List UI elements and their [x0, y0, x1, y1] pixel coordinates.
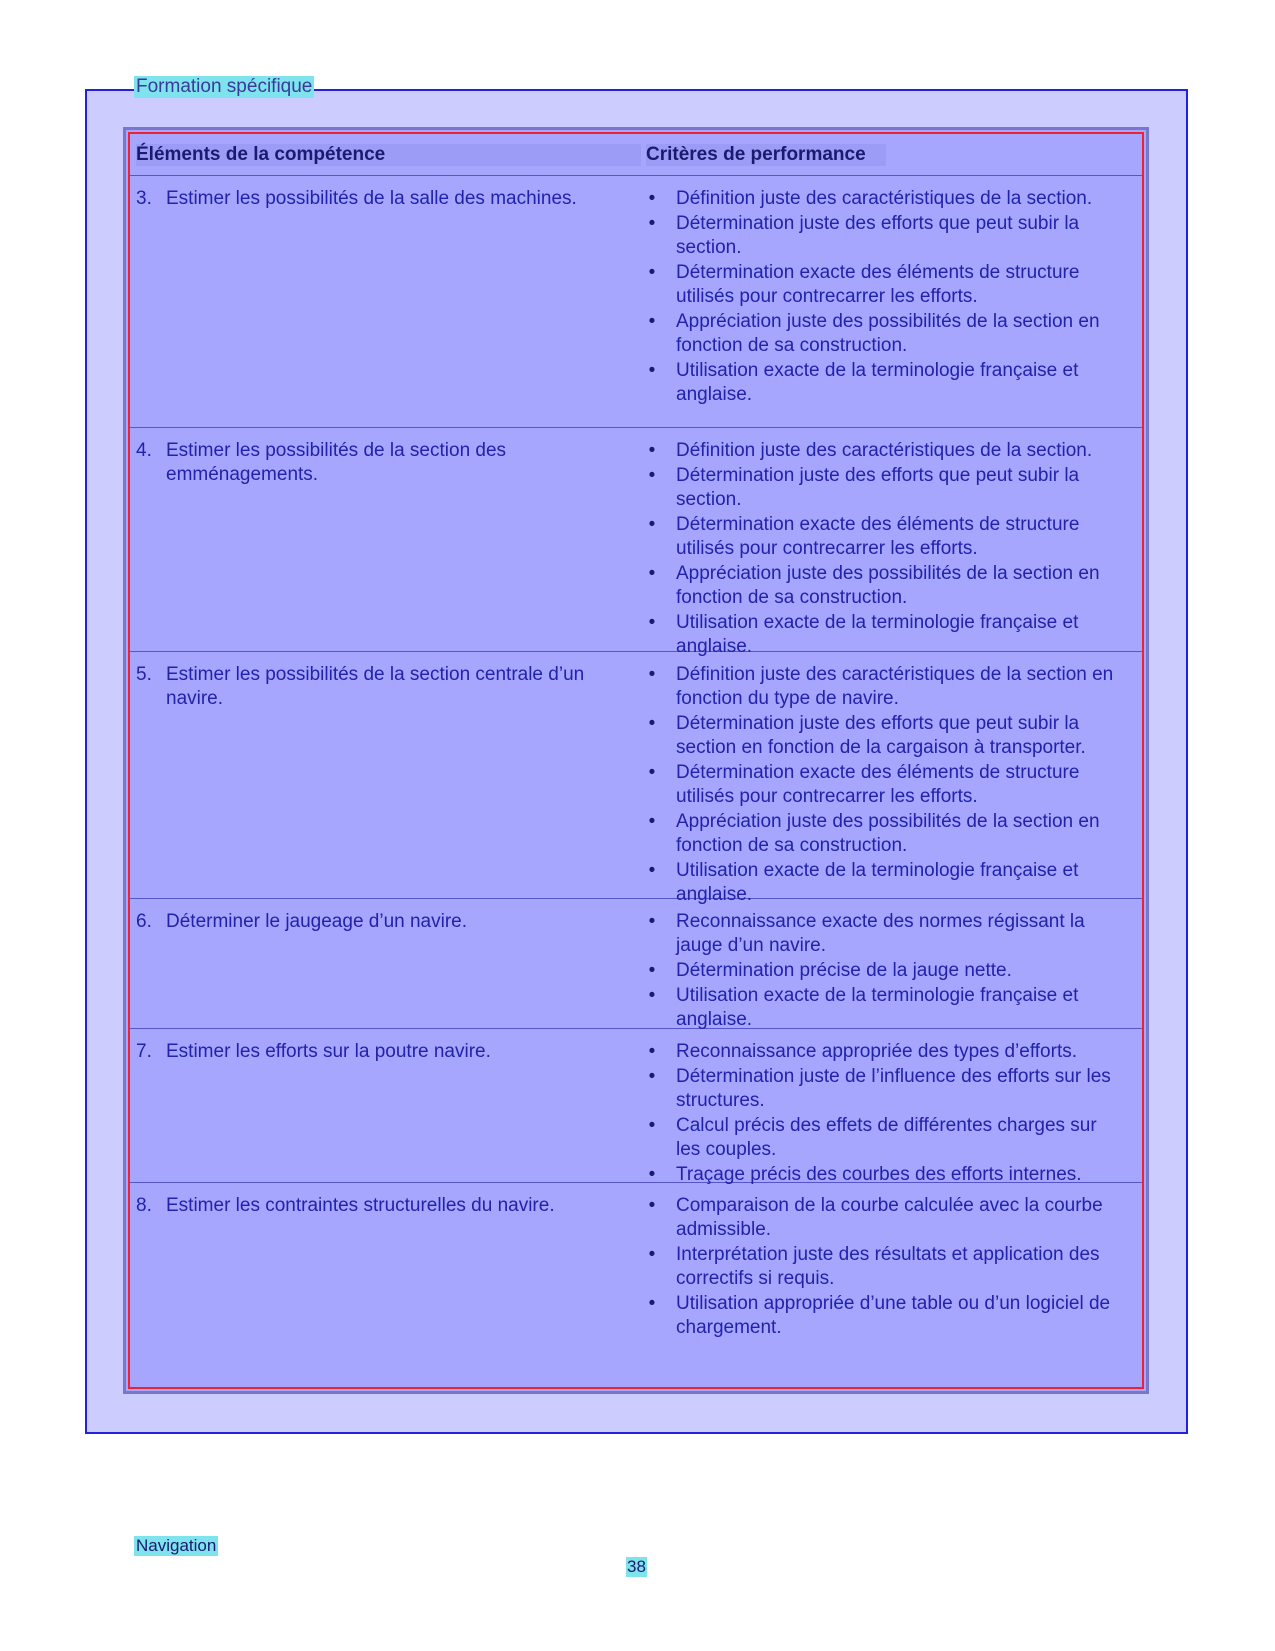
- criterion-text: Utilisation exacte de la terminologie française et anglaise.: [676, 860, 1079, 905]
- list-item: [646, 910, 1124, 958]
- list-item: [646, 1292, 1124, 1340]
- criterion-text: Appréciation juste des possibilités de la section en fonction de sa construction.: [676, 811, 1100, 856]
- criterion-text: Définition juste des caractéristiques de la section.: [676, 188, 1093, 209]
- criterion-text: Détermination précise de la jauge nette.: [676, 960, 1012, 981]
- bullet-icon: •: [648, 213, 656, 234]
- criterion-text: Interprétation juste des résultats et application des correctifs si requis.: [676, 1244, 1100, 1289]
- criterion-text: Reconnaissance appropriée des types d’efforts.: [676, 1041, 1078, 1062]
- list-item: [646, 310, 1124, 358]
- criterion-text: Appréciation juste des possibilités de la section en fonction de sa construction.: [676, 311, 1100, 356]
- bullet-icon: •: [648, 1041, 656, 1062]
- table-row: [130, 427, 1142, 657]
- bullet-icon: •: [648, 1164, 656, 1185]
- table-row: [130, 1182, 1142, 1390]
- list-item: [646, 810, 1124, 858]
- list-item: [646, 1040, 1124, 1064]
- criterion-text: Utilisation exacte de la terminologie française et anglaise.: [676, 612, 1079, 657]
- element-cell: [136, 1040, 646, 1064]
- element-number: 8.: [136, 1195, 152, 1216]
- criteria-cell: [646, 1194, 1124, 1341]
- criteria-cell: [646, 439, 1124, 660]
- criterion-text: Détermination exacte des éléments de structure utilisés pour contrecarrer les efforts.: [676, 762, 1080, 807]
- list-item: [646, 712, 1124, 760]
- list-item: [646, 1065, 1124, 1113]
- element-text: Déterminer le jaugeage d’un navire.: [166, 911, 468, 932]
- criteria-cell: [646, 187, 1124, 408]
- bullet-icon: •: [648, 985, 656, 1006]
- element-text: Estimer les efforts sur la poutre navire.: [166, 1041, 491, 1062]
- criterion-text: Définition juste des caractéristiques de la section en fonction du type de navire.: [676, 664, 1114, 709]
- element-text: Estimer les contraintes structurelles du navire.: [166, 1195, 555, 1216]
- list-item: [646, 513, 1124, 561]
- bullet-icon: •: [648, 360, 656, 381]
- bullet-icon: •: [648, 514, 656, 535]
- list-item: [646, 212, 1124, 260]
- table-row: [130, 898, 1142, 1029]
- header-criteria: Critères de performance: [646, 144, 886, 166]
- header-elements: Éléments de la compétence: [136, 144, 641, 166]
- bullet-icon: •: [648, 188, 656, 209]
- element-text: Estimer les possibilités de la section des emménagements.: [166, 440, 507, 485]
- footer-navigation-label: Navigation: [136, 1536, 217, 1555]
- bullet-icon: •: [648, 911, 656, 932]
- element-cell: [136, 187, 646, 211]
- list-item: [646, 439, 1124, 463]
- criterion-text: Définition juste des caractéristiques de la section.: [676, 440, 1093, 461]
- table-row: [130, 1028, 1142, 1183]
- element-number: 6.: [136, 911, 152, 932]
- criterion-text: Appréciation juste des possibilités de la section en fonction de sa construction.: [676, 563, 1100, 608]
- element-number: 3.: [136, 188, 152, 209]
- bullet-icon: •: [648, 960, 656, 981]
- element-text: Estimer les possibilités de la salle des machines.: [166, 188, 577, 209]
- bullet-icon: •: [648, 1244, 656, 1265]
- criterion-text: Comparaison de la courbe calculée avec la courbe admissible.: [676, 1195, 1103, 1240]
- criteria-cell: [646, 1040, 1124, 1188]
- criterion-text: Détermination exacte des éléments de structure utilisés pour contrecarrer les efforts.: [676, 514, 1080, 559]
- frame-title: Formation spécifique: [136, 76, 313, 97]
- bullet-icon: •: [648, 465, 656, 486]
- competence-table: [123, 127, 1149, 1394]
- element-cell: [136, 910, 646, 934]
- criterion-text: Détermination juste des efforts que peut subir la section.: [676, 465, 1080, 510]
- criterion-text: Utilisation exacte de la terminologie française et anglaise.: [676, 985, 1079, 1030]
- list-item: [646, 359, 1124, 407]
- list-item: [646, 1114, 1124, 1162]
- list-item: [646, 663, 1124, 711]
- list-item: [646, 1243, 1124, 1291]
- table-border: [128, 132, 1144, 1389]
- criteria-cell: [646, 663, 1124, 908]
- criterion-text: Calcul précis des effets de différentes charges sur les couples.: [676, 1115, 1097, 1160]
- list-item: [646, 562, 1124, 610]
- list-item: [646, 761, 1124, 809]
- element-number: 4.: [136, 440, 152, 461]
- bullet-icon: •: [648, 811, 656, 832]
- element-number: 7.: [136, 1041, 152, 1062]
- bullet-icon: •: [648, 311, 656, 332]
- criterion-text: Détermination juste de l’influence des efforts sur les structures.: [676, 1066, 1111, 1111]
- list-item: [646, 1194, 1124, 1242]
- bullet-icon: •: [648, 1066, 656, 1087]
- bullet-icon: •: [648, 860, 656, 881]
- criterion-text: Reconnaissance exacte des normes régissant la jauge d’un navire.: [676, 911, 1085, 956]
- bullet-icon: •: [648, 612, 656, 633]
- bullet-icon: •: [648, 262, 656, 283]
- element-number: 5.: [136, 664, 152, 685]
- bullet-icon: •: [648, 1293, 656, 1314]
- table-header: [130, 134, 1142, 176]
- element-cell: [136, 439, 646, 487]
- criterion-text: Détermination exacte des éléments de structure utilisés pour contrecarrer les efforts.: [676, 262, 1080, 307]
- element-cell: [136, 1194, 646, 1218]
- list-item: [646, 261, 1124, 309]
- criterion-text: Utilisation exacte de la terminologie française et anglaise.: [676, 360, 1079, 405]
- table-row: [130, 175, 1142, 428]
- bullet-icon: •: [648, 762, 656, 783]
- bullet-icon: •: [648, 440, 656, 461]
- bullet-icon: •: [648, 563, 656, 584]
- bullet-icon: •: [648, 664, 656, 685]
- element-text: Estimer les possibilités de la section centrale d’un navire.: [166, 664, 585, 709]
- list-item: [646, 984, 1124, 1032]
- criterion-text: Traçage précis des courbes des efforts internes.: [676, 1164, 1082, 1185]
- criterion-text: Détermination juste des efforts que peut subir la section.: [676, 213, 1080, 258]
- criteria-cell: [646, 910, 1124, 1033]
- page-number: 38: [627, 1557, 646, 1576]
- bullet-icon: •: [648, 1115, 656, 1136]
- criterion-text: Détermination juste des efforts que peut subir la section en fonction de la cargaison à transporter.: [676, 713, 1086, 758]
- element-cell: [136, 663, 646, 711]
- bullet-icon: •: [648, 1195, 656, 1216]
- bullet-icon: •: [648, 713, 656, 734]
- list-item: [646, 959, 1124, 983]
- list-item: [646, 464, 1124, 512]
- criterion-text: Utilisation appropriée d’une table ou d’un logiciel de chargement.: [676, 1293, 1111, 1338]
- table-row: [130, 651, 1142, 905]
- list-item: [646, 187, 1124, 211]
